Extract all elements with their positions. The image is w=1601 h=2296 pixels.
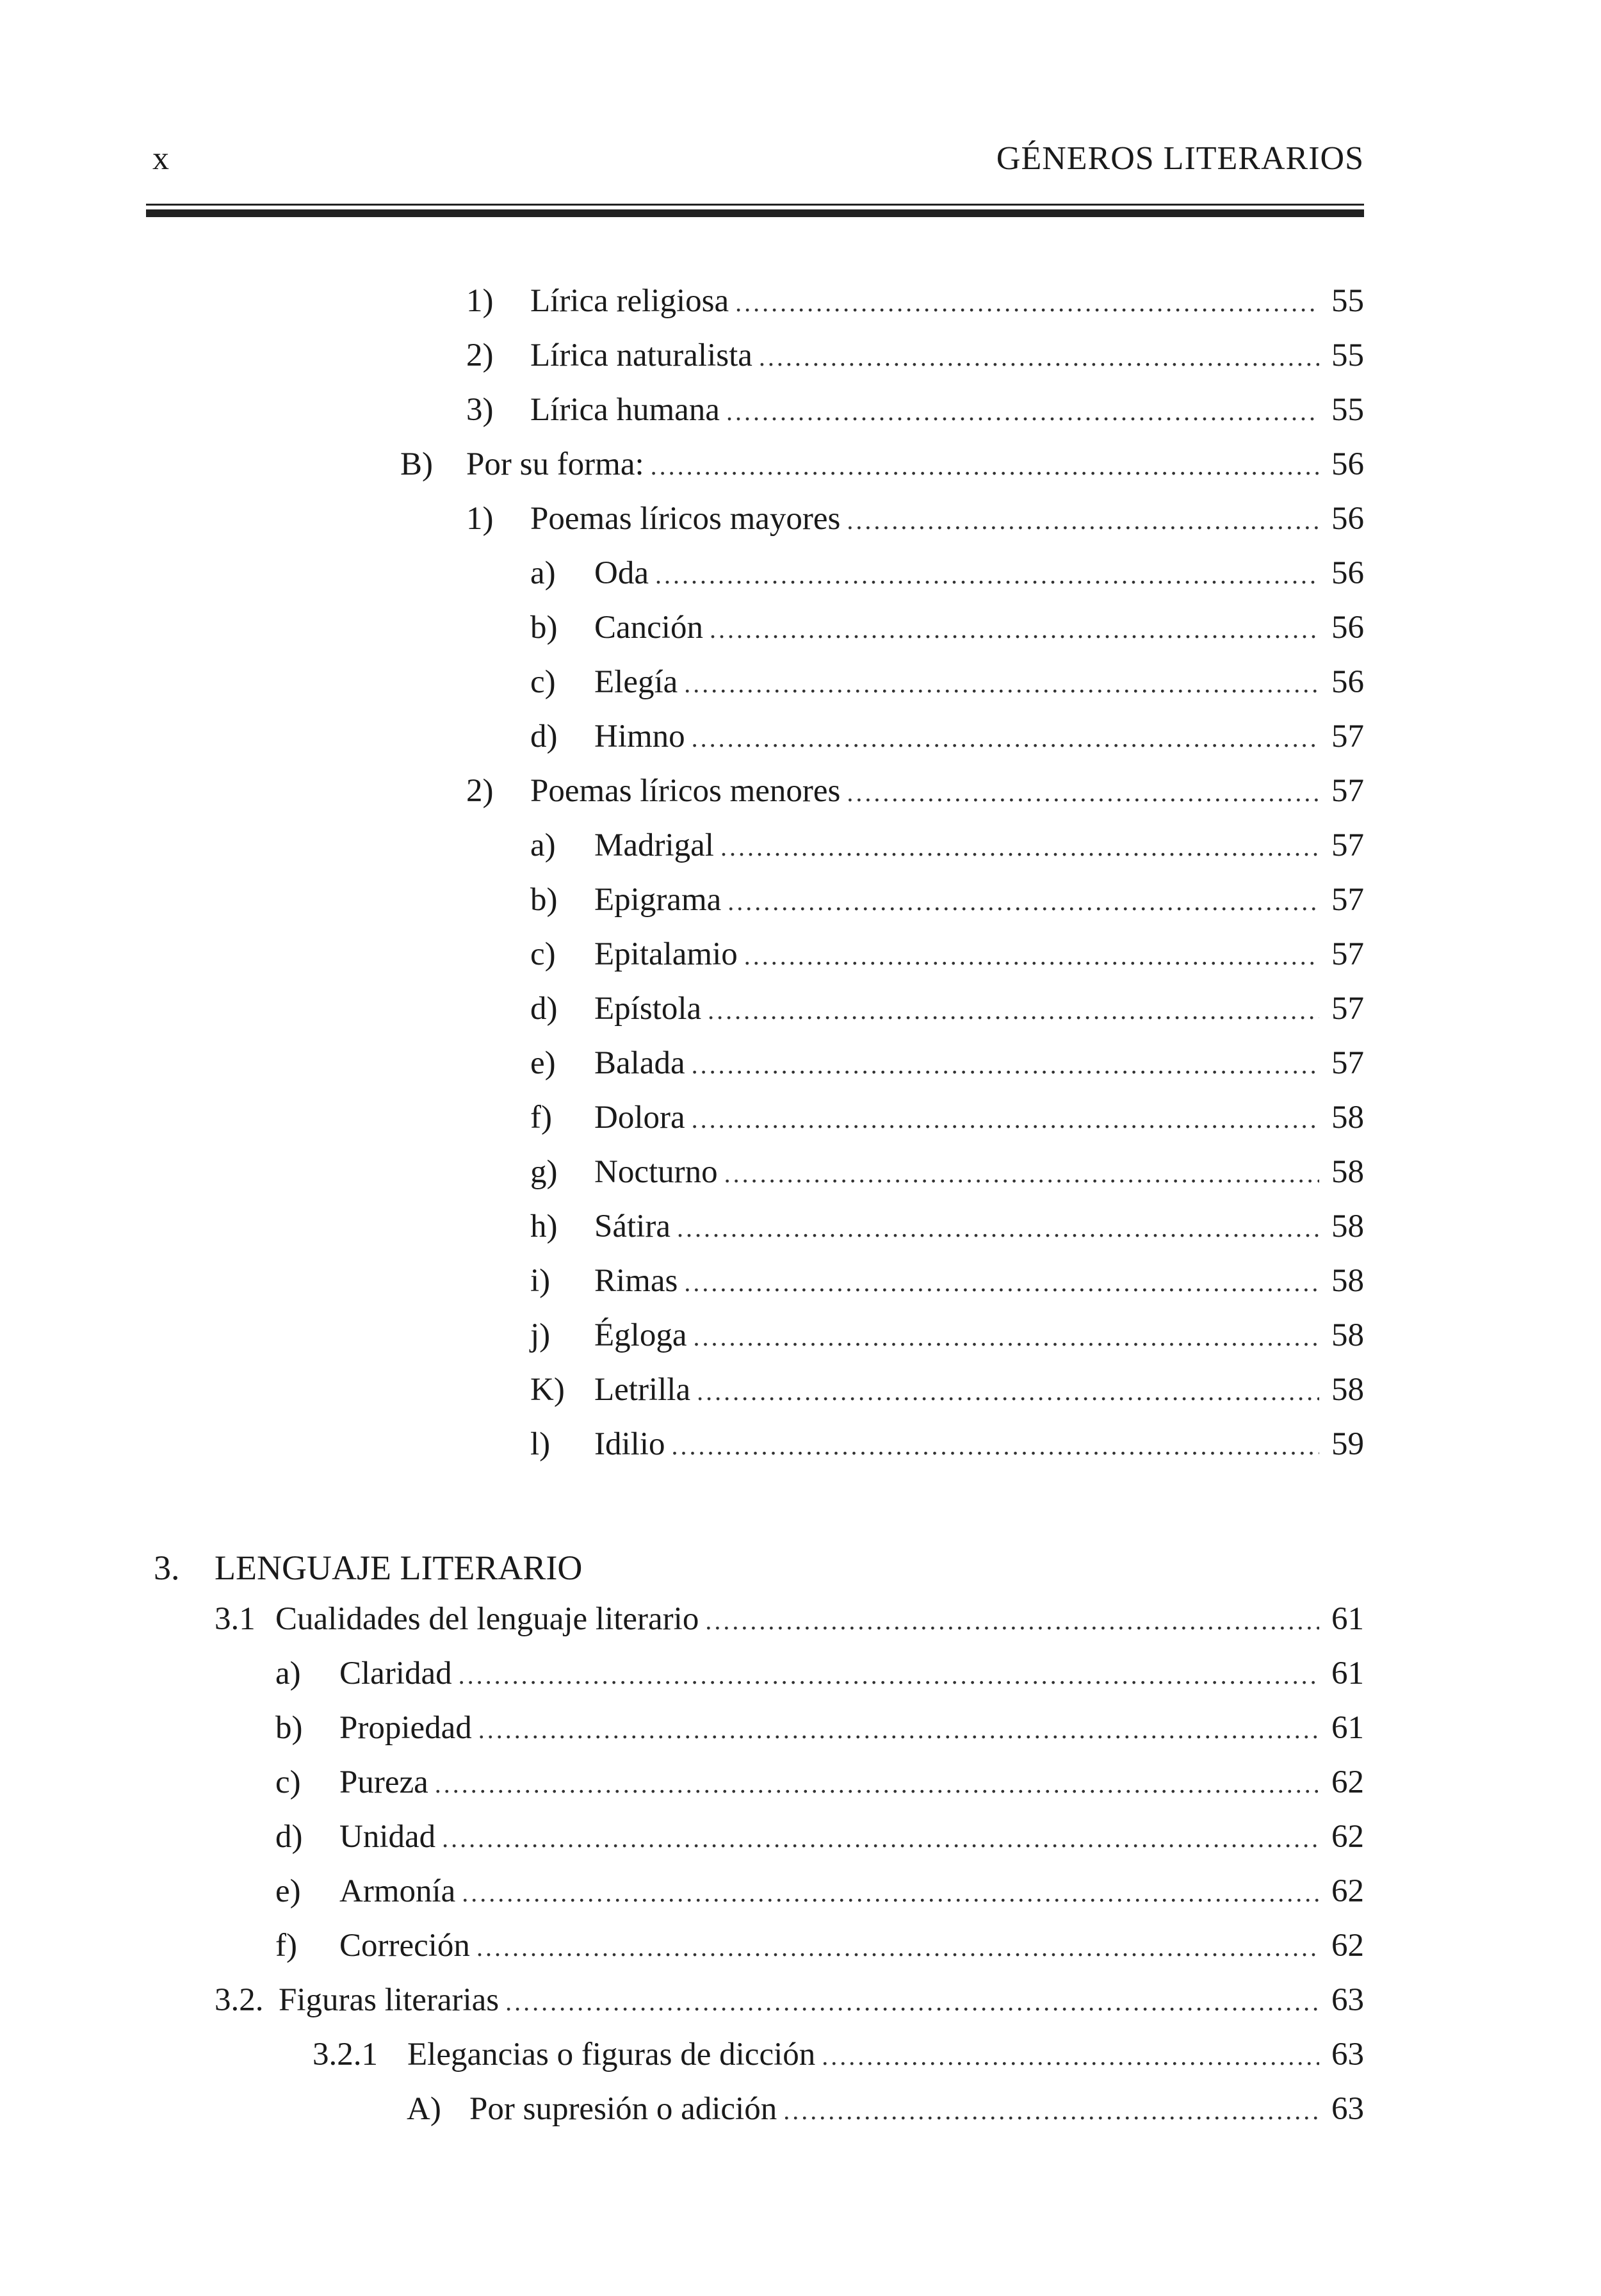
section-heading: [154, 1542, 582, 1593]
toc-entry-number: b): [275, 1710, 303, 1746]
toc-entry-number: j): [530, 1317, 551, 1353]
toc-entry: [530, 877, 1364, 922]
toc-entry-page: 58: [1331, 1317, 1364, 1353]
toc-entry-number: 1): [466, 501, 494, 537]
toc-entry-page: 58: [1331, 1100, 1364, 1136]
dot-leader: [697, 1369, 1319, 1414]
dot-leader: [672, 1424, 1320, 1469]
section-number: 3.: [154, 1549, 180, 1587]
toc-entry-number: 3.2.: [215, 1982, 264, 2018]
dot-leader: [744, 934, 1319, 979]
dot-leader: [724, 1152, 1319, 1196]
toc-entry-number: 3.1: [215, 1601, 256, 1637]
toc-entry-page: 55: [1331, 392, 1364, 428]
toc-entry-number: i): [530, 1263, 551, 1299]
toc-entry-title: Rimas: [594, 1263, 678, 1299]
toc-entry-number: 2): [466, 773, 494, 809]
dot-leader: [692, 1097, 1319, 1142]
toc-entry-title: Nocturno: [594, 1154, 718, 1190]
dot-leader: [735, 281, 1319, 325]
dot-leader: [677, 1206, 1319, 1251]
dot-leader: [684, 1260, 1319, 1305]
toc-entry: [530, 1313, 1364, 1358]
toc-entry-page: 55: [1331, 338, 1364, 373]
toc-entry-title: Cualidades del lenguaje literario: [275, 1601, 699, 1637]
toc-entry: [530, 1150, 1364, 1194]
toc-entry-number: a): [530, 555, 556, 591]
toc-entry-number: g): [530, 1154, 558, 1190]
toc-entry-page: 57: [1331, 991, 1364, 1027]
toc-entry-number: c): [530, 936, 556, 972]
dot-leader: [692, 1043, 1319, 1087]
toc-entry-page: 56: [1331, 446, 1364, 482]
toc-entry: [275, 1869, 1364, 1914]
dot-leader: [692, 716, 1319, 761]
toc-entry: [530, 1422, 1364, 1467]
toc-entry: [466, 387, 1364, 432]
dot-leader: [783, 2088, 1319, 2133]
toc-entry: [275, 1760, 1364, 1805]
toc-entry: [530, 1258, 1364, 1303]
dot-leader: [727, 879, 1319, 924]
toc-entry: [313, 2032, 1364, 2077]
dot-leader: [726, 389, 1319, 434]
toc-entry-title: Pureza: [339, 1764, 428, 1800]
dot-leader: [693, 1315, 1319, 1360]
running-header: [146, 140, 1364, 184]
toc-entry-title: Lírica humana: [530, 392, 720, 428]
toc-entry-title: Lírica religiosa: [530, 283, 729, 319]
toc-entry-title: Idilio: [594, 1426, 665, 1462]
toc-entry-page: 56: [1331, 664, 1364, 700]
toc-entry-number: h): [530, 1209, 558, 1244]
toc-entry-title: Poemas líricos mayores: [530, 501, 841, 537]
toc-entry-title: Oda: [594, 555, 649, 591]
toc-entry-number: l): [530, 1426, 551, 1462]
toc-entry-number: 3.2.1: [313, 2037, 378, 2072]
toc-entry-page: 58: [1331, 1154, 1364, 1190]
toc-entry-title: Armonía: [339, 1873, 456, 1909]
toc-entry-number: d): [530, 719, 558, 754]
header-rule-thin: [146, 204, 1364, 206]
toc-entry: [530, 1367, 1364, 1412]
toc-entry: [275, 1814, 1364, 1859]
toc-entry-page: 61: [1331, 1601, 1364, 1637]
toc-entry-number: e): [530, 1045, 556, 1081]
dot-leader: [759, 335, 1319, 380]
toc-entry-page: 57: [1331, 936, 1364, 972]
toc-entry-title: Epigrama: [594, 882, 722, 918]
dot-leader: [705, 1599, 1319, 1643]
toc-entry: [530, 932, 1364, 977]
toc-entry-page: 62: [1331, 1873, 1364, 1909]
dot-leader: [505, 1980, 1319, 2024]
toc-entry-page: 58: [1331, 1209, 1364, 1244]
toc-entry-title: Poemas líricos menores: [530, 773, 841, 809]
toc-entry: [466, 496, 1364, 541]
toc-entry: [530, 551, 1364, 596]
toc-entry: [530, 1041, 1364, 1086]
toc-entry-number: K): [530, 1372, 565, 1408]
toc-entry-number: e): [275, 1873, 301, 1909]
toc-entry: [215, 1978, 1364, 2023]
toc-entry-number: A): [407, 2091, 441, 2127]
toc-entry: [530, 823, 1364, 868]
toc-entry: [275, 1651, 1364, 1696]
toc-entry-number: d): [275, 1819, 303, 1855]
dot-leader: [847, 770, 1319, 815]
toc-entry-page: 57: [1331, 719, 1364, 754]
toc-entry-page: 59: [1331, 1426, 1364, 1462]
toc-entry-page: 61: [1331, 1710, 1364, 1746]
toc-entry-number: d): [530, 991, 558, 1027]
toc-entry-page: 57: [1331, 1045, 1364, 1081]
toc-entry-number: b): [530, 882, 558, 918]
toc-entry-title: Por supresión o adición: [469, 2091, 777, 2127]
toc-entry-title: Elegía: [594, 664, 678, 700]
dot-leader: [720, 825, 1319, 870]
dot-leader: [435, 1762, 1319, 1807]
section-title: LENGUAJE LITERARIO: [215, 1549, 583, 1587]
dot-leader: [459, 1653, 1319, 1698]
toc-entry-page: 56: [1331, 555, 1364, 591]
toc-entry: [407, 2087, 1364, 2131]
toc-entry: [530, 660, 1364, 704]
toc-entry-title: Madrigal: [594, 827, 714, 863]
toc-entry: [466, 769, 1364, 813]
dot-leader: [684, 662, 1319, 706]
toc-entry-page: 63: [1331, 1982, 1364, 2018]
toc-entry: [466, 279, 1364, 323]
toc-entry-page: 57: [1331, 882, 1364, 918]
toc-entry: [530, 1095, 1364, 1140]
dot-leader: [478, 1707, 1319, 1752]
toc-entry-title: Himno: [594, 719, 685, 754]
header-rule-thick: [146, 209, 1364, 217]
toc-entry-title: Propiedad: [339, 1710, 472, 1746]
toc-entry-title: Balada: [594, 1045, 685, 1081]
dot-leader: [462, 1871, 1319, 1916]
toc-entry-page: 61: [1331, 1656, 1364, 1691]
toc-entry-page: 58: [1331, 1263, 1364, 1299]
toc-entry-title: Claridad: [339, 1656, 452, 1691]
toc-entry-number: B): [400, 446, 433, 482]
dot-leader: [651, 444, 1319, 489]
toc-entry-page: 62: [1331, 1928, 1364, 1964]
page-number-roman: x: [152, 140, 169, 177]
toc-entry: [530, 986, 1364, 1031]
toc-entry-number: 3): [466, 392, 494, 428]
toc-entry-title: Unidad: [339, 1819, 436, 1855]
dot-leader: [847, 498, 1319, 543]
toc-entry-number: 2): [466, 338, 494, 373]
toc-entry-title: Lírica naturalista: [530, 338, 752, 373]
toc-entry-title: Elegancias o figuras de dicción: [407, 2037, 816, 2072]
toc-entry-page: 62: [1331, 1819, 1364, 1855]
toc-entry-title: Canción: [594, 610, 703, 646]
toc-entry: [530, 1204, 1364, 1249]
toc-entry-title: Correción: [339, 1928, 470, 1964]
dot-leader: [822, 2034, 1319, 2079]
toc-entry: [275, 1706, 1364, 1750]
book-title: GÉNEROS LITERARIOS: [996, 140, 1364, 177]
toc-entry-page: 56: [1331, 610, 1364, 646]
toc-entry-number: f): [275, 1928, 297, 1964]
toc-entry: [530, 714, 1364, 759]
dot-leader: [442, 1816, 1319, 1861]
toc-entry: [466, 333, 1364, 378]
dot-leader: [710, 607, 1319, 652]
toc-entry-page: 63: [1331, 2037, 1364, 2072]
toc-entry-number: f): [530, 1100, 552, 1136]
toc-entry-number: b): [530, 610, 558, 646]
toc-entry-page: 56: [1331, 501, 1364, 537]
toc-entry-number: a): [275, 1656, 301, 1691]
toc-entry-number: c): [275, 1764, 301, 1800]
toc-entry-page: 57: [1331, 773, 1364, 809]
header-rule: [146, 204, 1364, 223]
toc-entry-title: Epitalamio: [594, 936, 738, 972]
toc-entry: [275, 1923, 1364, 1968]
toc-entry-title: Sátira: [594, 1209, 670, 1244]
dot-leader: [708, 988, 1319, 1033]
toc-entry-page: 55: [1331, 283, 1364, 319]
dot-leader: [476, 1925, 1319, 1970]
toc-entry-page: 63: [1331, 2091, 1364, 2127]
toc-entry-number: 1): [466, 283, 494, 319]
toc-entry-title: Figuras literarias: [279, 1982, 500, 2018]
toc-entry: [400, 442, 1364, 487]
toc-entry-title: Letrilla: [594, 1372, 691, 1408]
toc-entry: [215, 1597, 1364, 1641]
toc-entry: [530, 605, 1364, 650]
toc-entry-page: 57: [1331, 827, 1364, 863]
dot-leader: [655, 553, 1319, 598]
toc-entry-title: Égloga: [594, 1317, 687, 1353]
toc-entry-page: 62: [1331, 1764, 1364, 1800]
toc-entry-number: a): [530, 827, 556, 863]
toc-entry-title: Por su forma:: [466, 446, 644, 482]
toc-entry-title: Epístola: [594, 991, 702, 1027]
toc-entry-page: 58: [1331, 1372, 1364, 1408]
toc-entry-title: Dolora: [594, 1100, 685, 1136]
toc-entry-number: c): [530, 664, 556, 700]
